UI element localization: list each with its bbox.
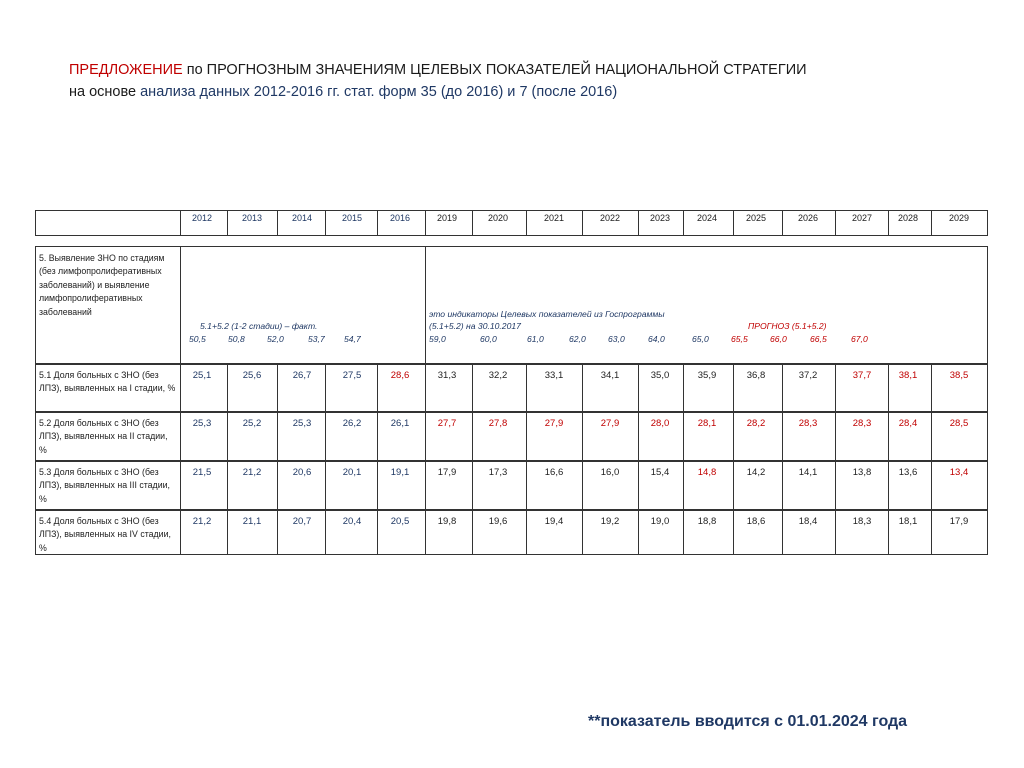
table-cell: 19,0: [650, 516, 670, 527]
table-cell: 25,3: [292, 418, 312, 429]
year-header: 2013: [241, 213, 263, 223]
table-cell: 36,8: [746, 370, 766, 381]
fact-value: 52,0: [267, 334, 284, 344]
table-cell: 28,0: [650, 418, 670, 429]
table-cell: 20,1: [342, 467, 362, 478]
year-header: 2020: [487, 213, 509, 223]
table-cell: 18,3: [852, 516, 872, 527]
gp-value: 64,0: [648, 334, 665, 344]
table-cell: 28,1: [697, 418, 717, 429]
table-cell: 25,1: [192, 370, 212, 381]
forecast-value: 66,0: [770, 334, 787, 344]
table-cell: 21,2: [242, 467, 262, 478]
table-cell: 17,9: [949, 516, 969, 527]
year-header: 2014: [291, 213, 313, 223]
year-header: 2015: [341, 213, 363, 223]
fact-value: 53,7: [308, 334, 325, 344]
table-cell: 21,2: [192, 516, 212, 527]
table-cell: 16,0: [600, 467, 620, 478]
forecast-value: 65,5: [731, 334, 748, 344]
page-title: ПРЕДЛОЖЕНИЕ по ПРОГНОЗНЫМ ЗНАЧЕНИЯМ ЦЕЛЕВЫХ ПОКАЗАТЕЛЕЙ НАЦИОНАЛЬНОЙ СТРАТЕГИИ: [69, 62, 807, 78]
table-cell: 28,2: [746, 418, 766, 429]
year-header: 2012: [191, 213, 213, 223]
table-cell: 15,4: [650, 467, 670, 478]
table-cell: 28,6: [390, 370, 410, 381]
row-label: 5.3 Доля больных с ЗНО (без ЛПЗ), выявленных на III стадии, %: [39, 467, 170, 504]
table-cell: 13,8: [852, 467, 872, 478]
row-label: 5.1 Доля больных с ЗНО (без ЛПЗ), выявленных на I стадии, %: [39, 370, 176, 394]
table-cell: 18,4: [798, 516, 818, 527]
table-cell: 31,3: [437, 370, 457, 381]
table-cell: 27,7: [437, 418, 457, 429]
table-cell: 26,7: [292, 370, 312, 381]
table-cell: 27,8: [488, 418, 508, 429]
table-cell: 26,2: [342, 418, 362, 429]
table-cell: 14,8: [697, 467, 717, 478]
table-cell: 28,5: [949, 418, 969, 429]
year-header: 2023: [649, 213, 671, 223]
table-cell: 20,4: [342, 516, 362, 527]
table-cell: 20,6: [292, 467, 312, 478]
table-cell: 20,7: [292, 516, 312, 527]
gp-value: 59,0: [429, 334, 446, 344]
gp-caption-2: (5.1+5.2) на 30.10.2017: [429, 321, 521, 331]
fact-value: 54,7: [344, 334, 361, 344]
fact-value: 50,5: [189, 334, 206, 344]
table-cell: 32,2: [488, 370, 508, 381]
table-cell: 25,2: [242, 418, 262, 429]
table-cell: 14,1: [798, 467, 818, 478]
table-cell: 19,2: [600, 516, 620, 527]
table-cell: 38,1: [898, 370, 918, 381]
row-label: 5.4 Доля больных с ЗНО (без ЛПЗ), выявленных на IV стадии, %: [39, 516, 171, 553]
year-header: 2024: [696, 213, 718, 223]
fact-value: 50,8: [228, 334, 245, 344]
table-cell: 17,9: [437, 467, 457, 478]
gp-caption-1: это индикаторы Целевых показателей из Госпрограммы: [429, 309, 665, 319]
gp-value: 63,0: [608, 334, 625, 344]
gp-value: 65,0: [692, 334, 709, 344]
table-cell: 18,8: [697, 516, 717, 527]
table-cell: 25,3: [192, 418, 212, 429]
forecast-value: 67,0: [851, 334, 868, 344]
row-label: 5.2 Доля больных с ЗНО (без ЛПЗ), выявленных на II стадии, %: [39, 418, 168, 455]
year-header: 2027: [851, 213, 873, 223]
footnote: **показатель вводится с 01.01.2024 года: [588, 713, 908, 730]
table-cell: 18,1: [898, 516, 918, 527]
gp-value: 60,0: [480, 334, 497, 344]
gp-value: 62,0: [569, 334, 586, 344]
page-subtitle: на основе анализа данных 2012-2016 гг. стат. форм 35 (до 2016) и 7 (после 2016): [69, 84, 618, 100]
table-cell: 28,3: [798, 418, 818, 429]
fact-caption: 5.1+5.2 (1-2 стадии) – факт.: [200, 321, 318, 331]
forecast-value: 66,5: [810, 334, 827, 344]
table-cell: 16,6: [544, 467, 564, 478]
table-cell: 19,8: [437, 516, 457, 527]
table-cell: 38,5: [949, 370, 969, 381]
table-cell: 21,1: [242, 516, 262, 527]
year-header: 2019: [436, 213, 458, 223]
year-header: 2022: [599, 213, 621, 223]
table-cell: 35,9: [697, 370, 717, 381]
table-cell: 33,1: [544, 370, 564, 381]
table-cell: 14,2: [746, 467, 766, 478]
group-label: 5. Выявление ЗНО по стадиям (без лимфопролиферативных заболеваний) и выявление лимфопролиферативных заболеваний: [39, 253, 165, 317]
table-cell: 19,1: [390, 467, 410, 478]
year-header: 2028: [897, 213, 919, 223]
table-cell: 13,6: [898, 467, 918, 478]
table-cell: 27,5: [342, 370, 362, 381]
table-cell: 37,7: [852, 370, 872, 381]
table-cell: 27,9: [544, 418, 564, 429]
table-cell: 19,6: [488, 516, 508, 527]
table-cell: 25,6: [242, 370, 262, 381]
table-cell: 13,4: [949, 467, 969, 478]
table-cell: 17,3: [488, 467, 508, 478]
table-cell: 34,1: [600, 370, 620, 381]
year-header: 2016: [389, 213, 411, 223]
table-cell: 35,0: [650, 370, 670, 381]
gp-value: 61,0: [527, 334, 544, 344]
year-header: 2021: [543, 213, 565, 223]
year-header: 2025: [745, 213, 767, 223]
forecast-caption: ПРОГНОЗ (5.1+5.2): [748, 321, 827, 331]
table-cell: 27,9: [600, 418, 620, 429]
year-header: 2026: [797, 213, 819, 223]
table-cell: 28,3: [852, 418, 872, 429]
table-cell: 18,6: [746, 516, 766, 527]
table-cell: 28,4: [898, 418, 918, 429]
table-cell: 37,2: [798, 370, 818, 381]
table-cell: 20,5: [390, 516, 410, 527]
table-cell: 19,4: [544, 516, 564, 527]
group-row: [35, 246, 988, 364]
table-cell: 21,5: [192, 467, 212, 478]
table-cell: 26,1: [390, 418, 410, 429]
year-header: 2029: [948, 213, 970, 223]
